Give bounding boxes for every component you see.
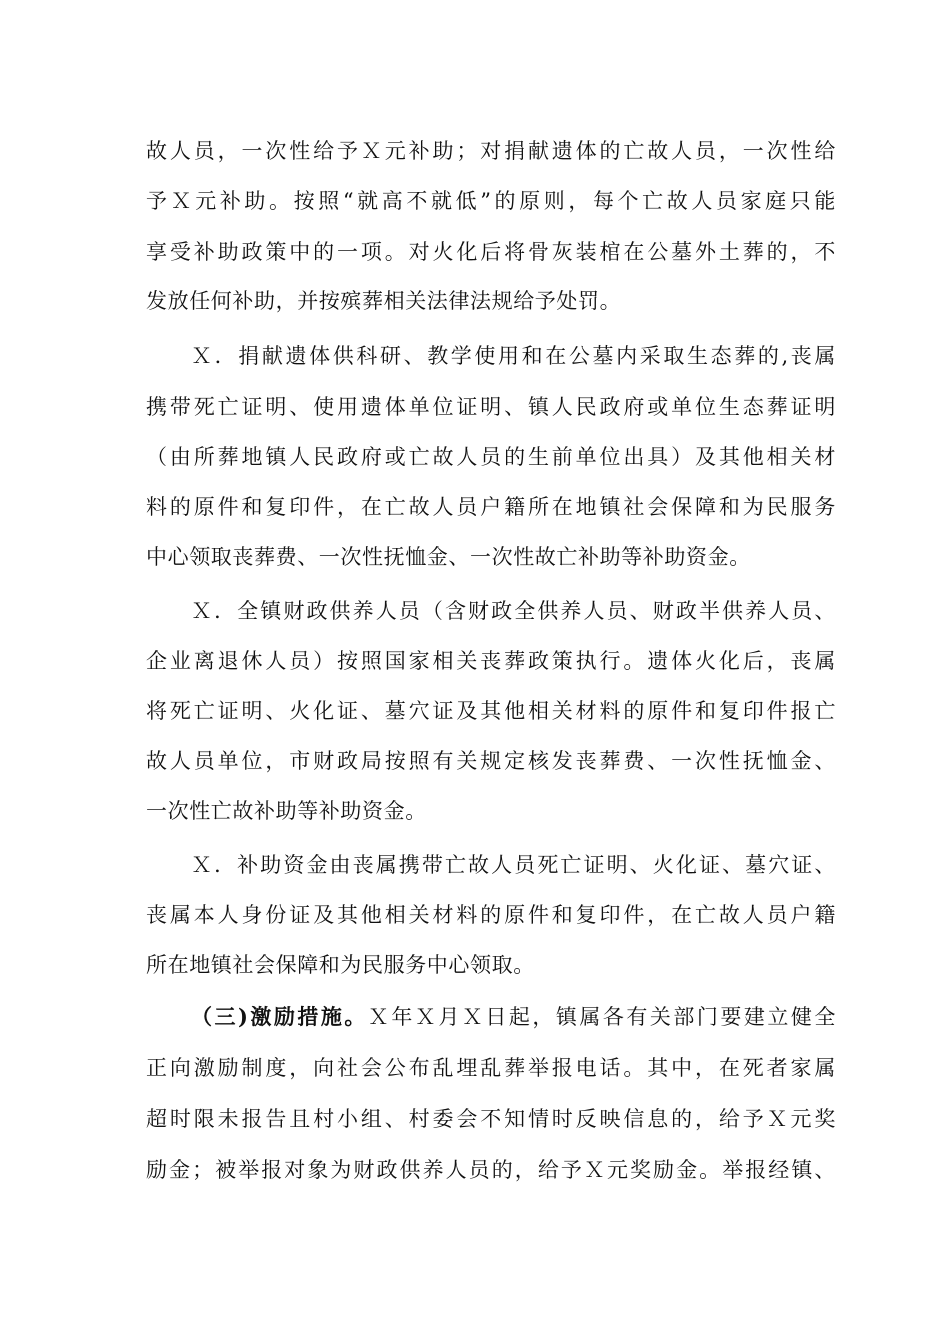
text-line (191, 1004, 836, 1030)
text-line: Ｘ．补助资金由丧属携带亡故人员死亡证明、火化证、墓穴证、 (191, 853, 836, 877)
text-run: Ｘ年Ｘ月Ｘ日起，镇属各有关部门要建立健全 (367, 1005, 836, 1029)
text-line: 故人员，一次性给予Ｘ元补助；对捐献遗体的亡故人员，一次性给 (146, 139, 836, 163)
text-line: 一次性亡故补助等补助资金。 (146, 799, 427, 823)
text-line: 将死亡证明、火化证、墓穴证及其他相关材料的原件和复印件报亡 (146, 699, 836, 723)
text-line: 予Ｘ元补助。按照“就高不就低”的原则，每个亡故人员家庭只能 (146, 189, 836, 213)
text-line: Ｘ．全镇财政供养人员（含财政全供养人员、财政半供养人员、 (191, 599, 836, 623)
text-line: 故人员单位，市财政局按照有关规定核发丧葬费、一次性抚恤金、 (146, 749, 836, 773)
text-line: 企业离退休人员）按照国家相关丧葬政策执行。遗体火化后，丧属 (146, 649, 836, 673)
text-line: 发放任何补助，并按殡葬相关法律法规给予处罚。 (146, 289, 622, 313)
text-line: Ｘ．捐献遗体供科研、教学使用和在公墓内采取生态葬的,丧属 (191, 344, 836, 368)
section-heading: （三)激励措施。 (191, 1004, 368, 1029)
text-line: 所在地镇社会保障和为民服务中心领取。 (146, 953, 535, 977)
text-line: 正向激励制度，向社会公布乱埋乱葬举报电话。其中，在死者家属 (146, 1056, 836, 1080)
text-line: 励金；被举报对象为财政供养人员的，给予Ｘ元奖励金。举报经镇、 (146, 1158, 836, 1182)
text-line: 携带死亡证明、使用遗体单位证明、镇人民政府或单位生态葬证明 (146, 395, 836, 419)
text-line: 料的原件和复印件，在亡故人员户籍所在地镇社会保障和为民服务 (146, 495, 836, 519)
text-line: 丧属本人身份证及其他相关材料的原件和复印件，在亡故人员户籍 (146, 903, 836, 927)
text-line: 超时限未报告且村小组、村委会不知情时反映信息的，给予Ｘ元奖 (146, 1107, 836, 1131)
text-line: （由所葬地镇人民政府或亡故人员的生前单位出具）及其他相关材 (146, 445, 836, 469)
text-line: 中心领取丧葬费、一次性抚恤金、一次性故亡补助等补助资金。 (146, 545, 751, 569)
text-line: 享受补助政策中的一项。对火化后将骨灰装棺在公墓外土葬的，不 (146, 240, 836, 264)
